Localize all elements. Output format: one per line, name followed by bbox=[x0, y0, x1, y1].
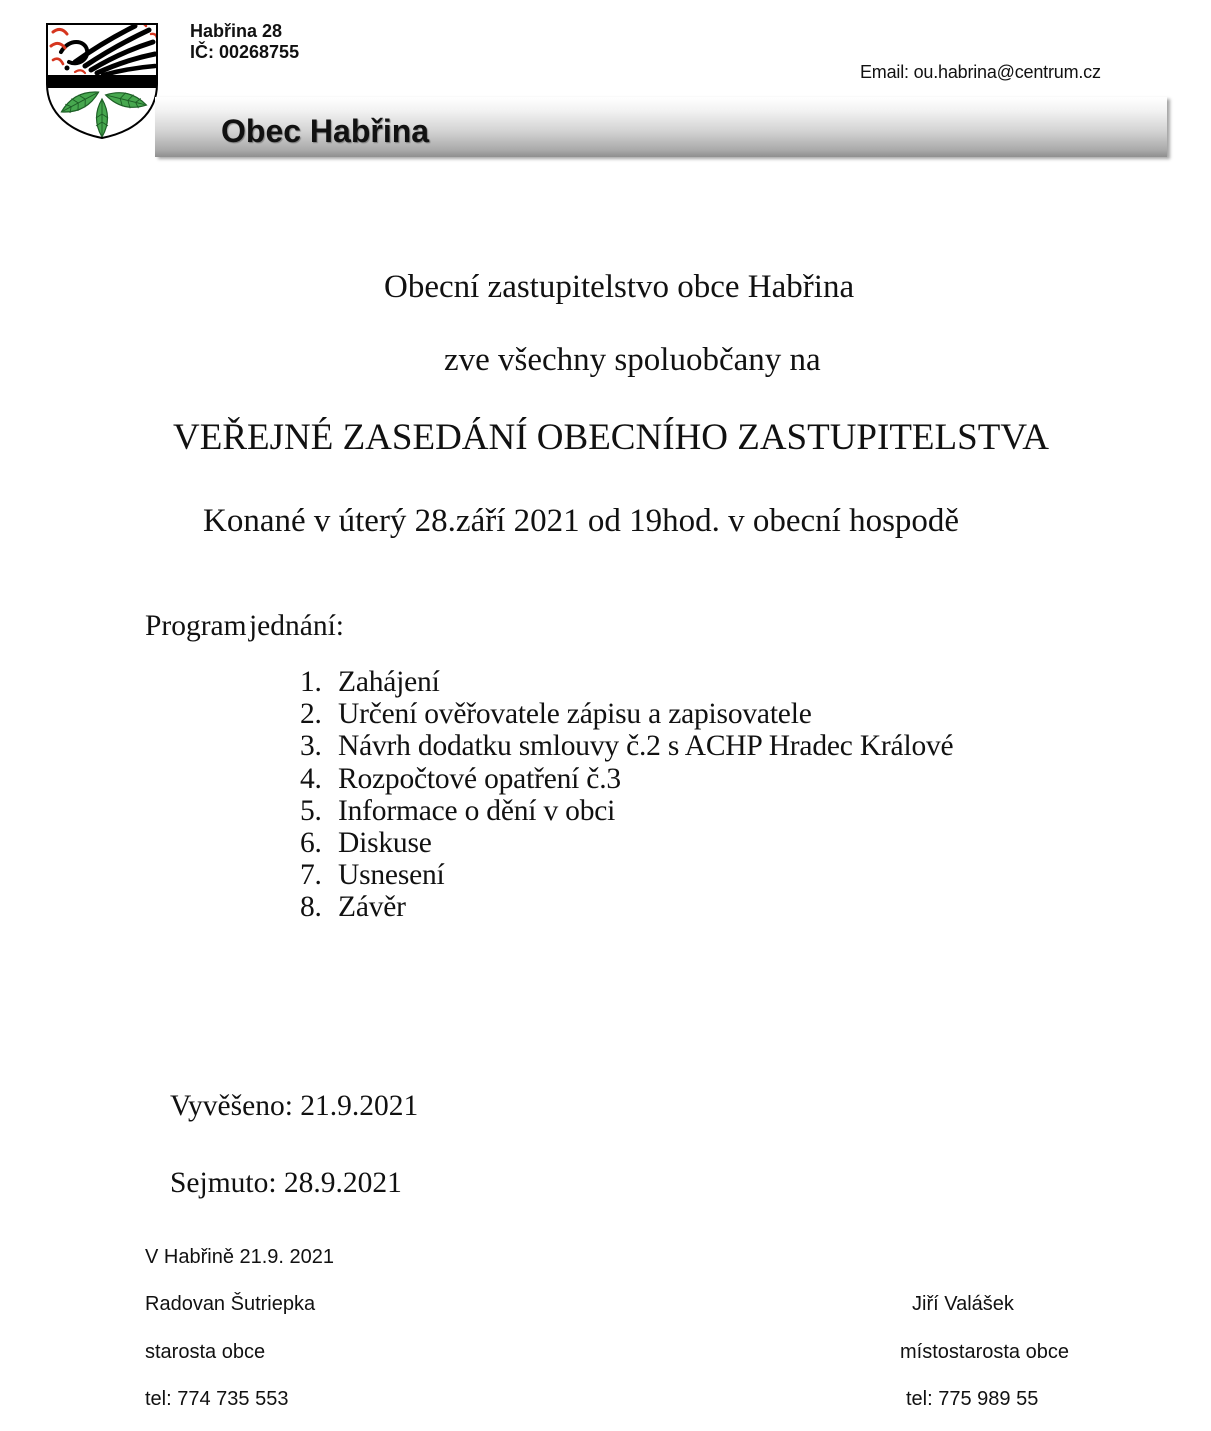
coat-of-arms bbox=[45, 22, 159, 140]
municipality-name: Obec Habřina bbox=[221, 113, 430, 149]
agenda-item-number: 8. bbox=[300, 891, 322, 924]
agenda-item-text: Závěr bbox=[338, 891, 406, 924]
agenda-item bbox=[300, 730, 953, 762]
agenda-item-number: 7. bbox=[300, 859, 322, 892]
agenda-item-text: Návrh dodatku smlouvy č.2 s ACHP Hradec Králové bbox=[338, 730, 954, 763]
notice-invitation: zve všechny spoluobčany na bbox=[444, 342, 821, 378]
agenda-item bbox=[300, 827, 953, 859]
agenda-item-text: Diskuse bbox=[338, 826, 432, 859]
agenda-item-number: 5. bbox=[300, 794, 322, 827]
posted-label: Vyvěšeno: bbox=[170, 1090, 293, 1122]
agenda-item-number: 3. bbox=[300, 730, 322, 763]
agenda-item-number: 6. bbox=[300, 826, 322, 859]
agenda-item-number: 4. bbox=[300, 762, 322, 795]
agenda-item-text: Rozpočtové opatření č.3 bbox=[338, 762, 621, 795]
notice-intro: Obecní zastupitelstvo obce Habřina bbox=[384, 269, 855, 305]
municipality-id-number: IČ: 00268755 bbox=[190, 42, 300, 62]
mayor-role: starosta obce bbox=[145, 1341, 266, 1363]
agenda-item bbox=[300, 859, 953, 891]
agenda-item bbox=[300, 763, 953, 795]
municipality-email: Email: ou.habrina@centrum.cz bbox=[860, 62, 1101, 82]
deputy-mayor-phone: tel: 775 989 55 bbox=[906, 1388, 1039, 1410]
agenda-item-number: 2. bbox=[300, 698, 322, 731]
agenda-item bbox=[300, 666, 953, 698]
mayor-name: Radovan Šutriepka bbox=[145, 1293, 316, 1315]
deputy-mayor-name: Jiří Valášek bbox=[912, 1293, 1014, 1315]
agenda-item-text: Určení ověřovatele zápisu a zapisovatele bbox=[338, 698, 812, 731]
removed-date-line bbox=[170, 1165, 402, 1201]
removed-date: 28.9.2021 bbox=[283, 1167, 402, 1199]
deputy-mayor-role: místostarosta obce bbox=[900, 1341, 1069, 1363]
meeting-date-place: Konané v úterý 28.září 2021 od 19hod. v obecní hospodě bbox=[203, 503, 960, 539]
municipality-address: Habřina 28 bbox=[190, 21, 283, 41]
notice-title: VEŘEJNÉ ZASEDÁNÍ OBECNÍHO ZASTUPITELSTVA bbox=[173, 417, 1049, 458]
agenda-item-number: 1. bbox=[300, 666, 322, 698]
posted-date: 21.9.2021 bbox=[300, 1090, 419, 1122]
agenda-item-text: Zahájení bbox=[338, 666, 440, 698]
agenda-item bbox=[300, 698, 953, 730]
agenda-item bbox=[300, 891, 953, 923]
agenda-item bbox=[300, 795, 953, 827]
posted-date-line bbox=[170, 1088, 418, 1124]
agenda-item-text: Usnesení bbox=[338, 859, 445, 892]
black-bar bbox=[45, 75, 159, 88]
removed-label: Sejmuto: bbox=[170, 1167, 277, 1199]
header-title-bar bbox=[155, 97, 1167, 157]
agenda-item-text: Informace o dění v obci bbox=[338, 794, 616, 827]
agenda-list bbox=[300, 666, 953, 924]
agenda-heading: Program jednání: bbox=[145, 610, 344, 642]
mayor-phone: tel: 774 735 553 bbox=[145, 1388, 289, 1410]
place-and-date: V Habřině 21.9. 2021 bbox=[145, 1246, 335, 1268]
